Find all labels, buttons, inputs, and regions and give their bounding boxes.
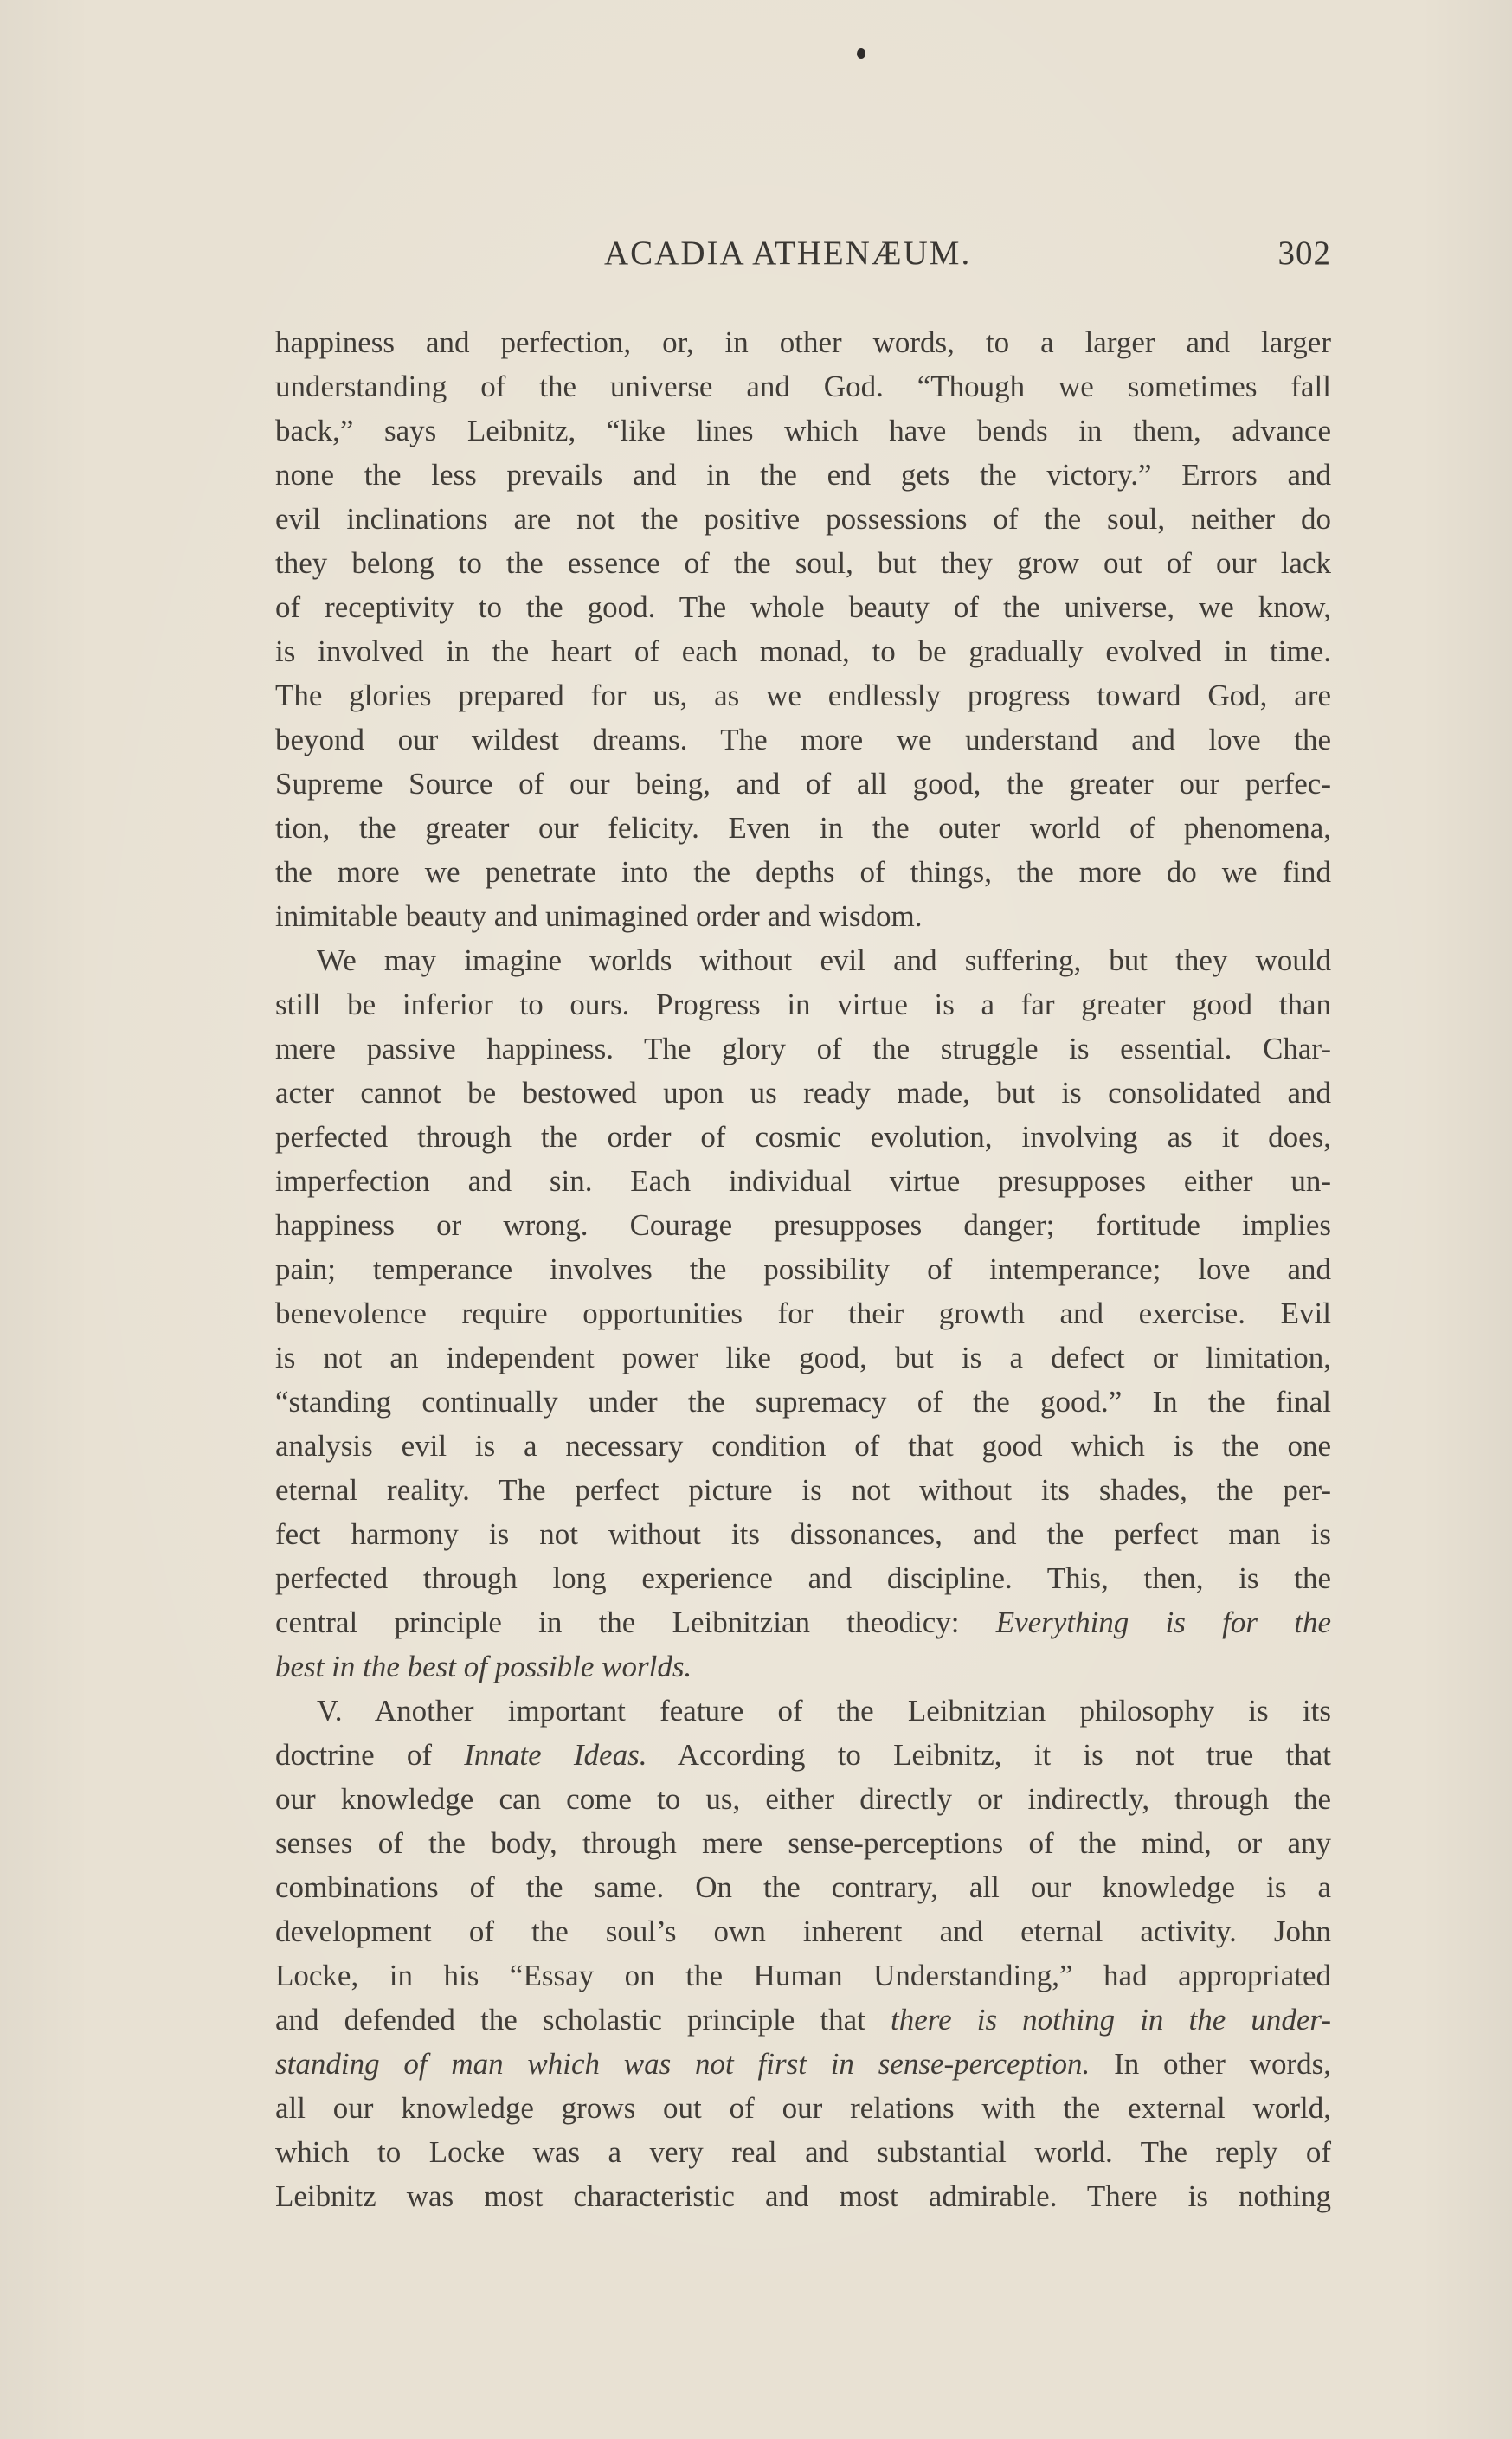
text-segment: and defended the scholastic principle that — [275, 2003, 865, 2037]
text-line: happiness and perfection, or, in other words, to a larger and larger — [275, 325, 1331, 359]
text-line: acter cannot be bestowed upon us ready made, but is consolidated and — [275, 1076, 1331, 1110]
text-line: our knowledge can come to us, either directly or indirectly, through the — [275, 1782, 1331, 1816]
text-line: The glories prepared for us, as we endlessly progress toward God, are — [275, 679, 1331, 712]
text-line: mere passive happiness. The glory of the struggle is essential. Char- — [275, 1032, 1331, 1065]
text-line — [275, 2042, 1331, 2086]
ink-speck — [857, 48, 865, 59]
italic-phrase: standing of man which was not first in sense-perception. — [275, 2047, 1091, 2081]
paragraph-start-line: We may imagine worlds without evil and suffering, but they would — [317, 943, 1331, 977]
text-segment: In other words, — [1114, 2047, 1332, 2081]
text-line: perfected through the order of cosmic evolution, involving as it does, — [275, 1120, 1331, 1154]
text-line: evil inclinations are not the positive possessions of the soul, neither do — [275, 502, 1331, 536]
text-line: analysis evil is a necessary condition of that good which is the one — [275, 1429, 1331, 1463]
text-line: which to Locke was a very real and substantial world. The reply of — [275, 2135, 1331, 2169]
text-line: senses of the body, through mere sense-perceptions of the mind, or any — [275, 1826, 1331, 1860]
text-line: happiness or wrong. Courage presupposes danger; fortitude implies — [275, 1208, 1331, 1242]
text-line: Supreme Source of our being, and of all good, the greater our perfec- — [275, 767, 1331, 801]
text-line: of receptivity to the good. The whole beauty of the universe, we know, — [275, 590, 1331, 624]
text-line: the more we penetrate into the depths of things, the more do we find — [275, 855, 1331, 889]
text-line: is not an independent power like good, but is a defect or limitation, — [275, 1341, 1331, 1374]
text-segment: According to Leibnitz, it is not true that — [677, 1738, 1332, 1772]
italic-phrase: Everything is for the — [995, 1606, 1331, 1639]
text-line: imperfection and sin. Each individual virtue presupposes either un- — [275, 1164, 1331, 1198]
text-line: all our knowledge grows out of our relations with the external world, — [275, 2091, 1331, 2125]
text-line: “standing continually under the supremacy of the good.” In the final — [275, 1385, 1331, 1419]
text-line: Locke, in his “Essay on the Human Understanding,” had appropriated — [275, 1959, 1331, 1992]
text-segment: central principle in the Leibnitzian theodicy: — [275, 1606, 960, 1639]
text-line — [275, 1733, 1331, 1777]
text-line: none the less prevails and in the end gets the victory.” Errors and — [275, 458, 1331, 492]
text-line: they belong to the essence of the soul, but they grow out of our lack — [275, 546, 1331, 580]
text-line: inimitable beauty and unimagined order and wisdom. — [275, 899, 923, 933]
text-line: beyond our wildest dreams. The more we understand and love the — [275, 723, 1331, 756]
italic-line: best in the best of possible worlds. — [275, 1650, 692, 1683]
text-line: development of the soul’s own inherent and eternal activity. John — [275, 1915, 1331, 1948]
text-line: still be inferior to ours. Progress in virtue is a far greater good than — [275, 988, 1331, 1021]
section-v-start-line: V. Another important feature of the Leibnitzian philosophy is its — [317, 1694, 1331, 1728]
text-line: combinations of the same. On the contrary, all our knowledge is a — [275, 1870, 1331, 1904]
text-segment: doctrine of — [275, 1738, 433, 1772]
running-head: ACADIA ATHENÆUM. — [604, 235, 972, 272]
text-line: is involved in the heart of each monad, to be gradually evolved in time. — [275, 634, 1331, 668]
italic-phrase: Innate Ideas. — [464, 1738, 647, 1772]
text-line: back,” says Leibnitz, “like lines which have bends in them, advance — [275, 414, 1331, 447]
text-line — [275, 1998, 1331, 2042]
page-header — [275, 234, 1331, 275]
page-number: 302 — [1277, 235, 1331, 272]
text-line: benevolence require opportunities for their growth and exercise. Evil — [275, 1297, 1331, 1330]
text-line: fect harmony is not without its dissonances, and the perfect man is — [275, 1517, 1331, 1551]
text-line: eternal reality. The perfect picture is not without its shades, the per- — [275, 1473, 1331, 1507]
body-text — [275, 320, 1331, 2218]
text-line: understanding of the universe and God. “Though we sometimes fall — [275, 370, 1331, 403]
text-line: perfected through long experience and discipline. This, then, is the — [275, 1561, 1331, 1595]
text-line — [275, 1600, 1331, 1644]
text-line: Leibnitz was most characteristic and most admirable. There is nothing — [275, 2179, 1331, 2213]
italic-phrase: there is nothing in the under- — [891, 2003, 1331, 2037]
text-line: tion, the greater our felicity. Even in the outer world of phenomena, — [275, 811, 1331, 845]
text-line: pain; temperance involves the possibility of intemperance; love and — [275, 1252, 1331, 1286]
